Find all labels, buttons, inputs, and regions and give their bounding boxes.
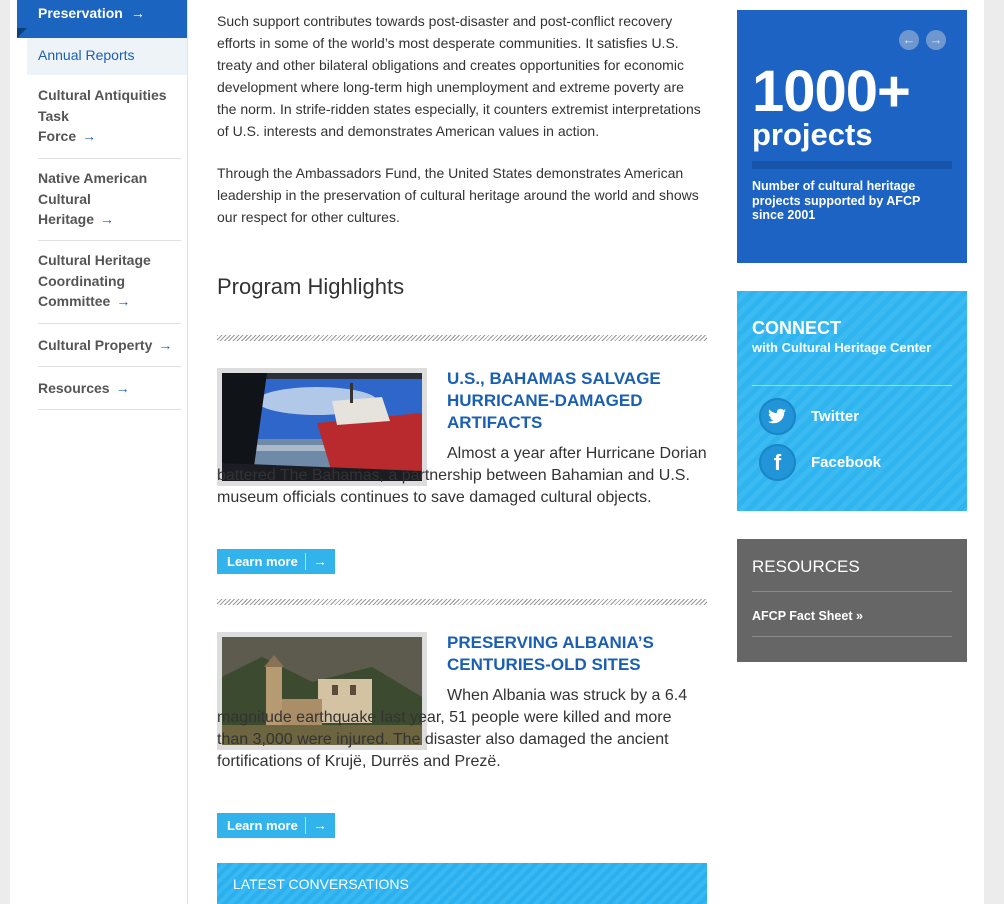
twitter-icon	[759, 398, 796, 435]
intro-paragraph: Such support contributes towards post-disaster and post-conflict recovery efforts in some of the world’s most desperate communities. It satisfies U.S. treaty and other bilateral obligations and creates opportunities for economic development where long-term high unemployment and extreme poverty are the norm. In strife-ridden states especially, it counters extremist interpretations of U.S. interests and demonstrates American values in action.	[217, 13, 701, 139]
sidebar-item-label: Cultural Property	[38, 337, 153, 353]
sidebar-item-label: Resources	[38, 380, 110, 396]
hatched-divider	[217, 335, 707, 341]
learn-more-label: Learn more	[227, 818, 298, 833]
bahamas-article-body: Almost a year after Hurricane Dorian battered The Bahamas, a partnership between Bahamian and U.S. museum officials continues to save damaged cultural objects.	[217, 445, 707, 506]
ambassadors-fund-paragraph: Through the Ambassadors Fund, the United States demonstrates American leadership in the preservation of cultural heritage around the world and shows our respect for other cultures.	[217, 165, 699, 225]
albania-article-title[interactable]: PRESERVING ALBANIA’S CENTURIES-OLD SITES	[447, 633, 654, 674]
sidebar-item-native-american-cultural-heritage[interactable]	[38, 168, 181, 241]
page-gutter	[984, 0, 1004, 904]
tab-notch	[17, 28, 27, 38]
stat-description: Number of cultural heritage projects supported by AFCP since 2001	[752, 179, 921, 222]
connect-subheading: with Cultural Heritage Center	[752, 340, 932, 355]
sidebar-item-annual-reports[interactable]	[27, 38, 187, 75]
bahamas-learn-more-button[interactable]	[217, 549, 335, 574]
program-highlights-heading: Program Highlights	[217, 274, 405, 299]
facebook-label: Facebook	[811, 454, 882, 471]
sidebar-item-cultural-antiquities-task-force[interactable]	[38, 85, 181, 159]
arrow-right-icon: →	[130, 5, 145, 21]
latest-conversations-banner[interactable]	[217, 863, 707, 904]
sidebar-item-label: Cultural Heritage	[38, 252, 151, 268]
stat-divider	[752, 161, 952, 169]
arrow-right-icon: →	[158, 337, 173, 353]
sidebar-nav	[17, 0, 188, 904]
arrow-right-icon: →	[929, 32, 943, 47]
resources-divider	[752, 591, 952, 592]
arrow-right-icon: →	[100, 211, 115, 228]
stat-unit: projects	[752, 117, 873, 152]
connect-panel	[737, 291, 967, 511]
twitter-bird-glyph	[759, 398, 796, 435]
bahamas-article-title[interactable]: U.S., BAHAMAS SALVAGE HURRICANE-DAMAGED ARTIFACTS	[447, 369, 661, 432]
albania-article-body: When Albania was struck by a 6.4 magnitude earthquake last year, 51 people were killed and more than 3,000 were injured. The disaster also damaged the ancient fortifications of Krujë, Durrës and Prezë.	[217, 687, 688, 770]
sidebar-item-preservation[interactable]	[17, 0, 187, 38]
projects-stat-panel	[737, 10, 967, 263]
latest-conversations-label: LATEST CONVERSATIONS	[233, 876, 409, 892]
arrow-right-icon: →	[116, 293, 131, 310]
sidebar-item-label: Native American	[38, 170, 148, 186]
resources-heading: RESOURCES	[752, 557, 860, 576]
hatched-divider	[217, 599, 707, 605]
sidebar-item-label: Coordinating	[38, 272, 126, 289]
sidebar-item-label: Cultural Antiquities	[38, 87, 167, 103]
sidebar-item-label: Force	[38, 128, 77, 145]
arrow-right-icon: →	[313, 817, 327, 833]
sidebar-item-cultural-property[interactable]	[38, 335, 181, 367]
afcp-fact-sheet-link[interactable]: AFCP Fact Sheet »	[752, 609, 863, 623]
facebook-f-glyph: f	[773, 450, 782, 475]
sidebar-item-label: Annual Reports	[38, 47, 135, 63]
arrow-right-icon: →	[313, 553, 327, 569]
resources-panel	[737, 539, 967, 662]
button-separator	[305, 817, 306, 834]
arrow-right-icon: →	[115, 380, 130, 396]
next-slide-button[interactable]	[926, 30, 946, 50]
sidebar-item-label: Heritage	[38, 211, 95, 228]
twitter-label: Twitter	[811, 408, 860, 425]
sidebar-item-label: Cultural	[38, 190, 91, 207]
facebook-link[interactable]	[759, 444, 959, 482]
stat-number: 1000+	[752, 59, 910, 124]
connect-heading: CONNECT	[752, 318, 841, 338]
albania-learn-more-button[interactable]	[217, 813, 335, 838]
prev-slide-button[interactable]	[899, 30, 919, 50]
sidebar-item-label: Preservation	[38, 5, 123, 21]
twitter-link[interactable]	[759, 398, 959, 436]
sidebar-item-cultural-heritage-coordinating-committee[interactable]	[38, 250, 181, 324]
sidebar-item-label: Committee	[38, 293, 111, 310]
facebook-icon	[759, 444, 796, 481]
learn-more-label: Learn more	[227, 554, 298, 569]
sidebar-item-label: Task	[38, 107, 69, 124]
connect-divider	[752, 385, 952, 386]
sidebar-item-resources[interactable]	[38, 378, 181, 410]
arrow-right-icon: →	[82, 128, 97, 145]
resources-divider	[752, 636, 952, 637]
button-separator	[305, 553, 306, 570]
arrow-left-icon: ←	[902, 32, 916, 47]
